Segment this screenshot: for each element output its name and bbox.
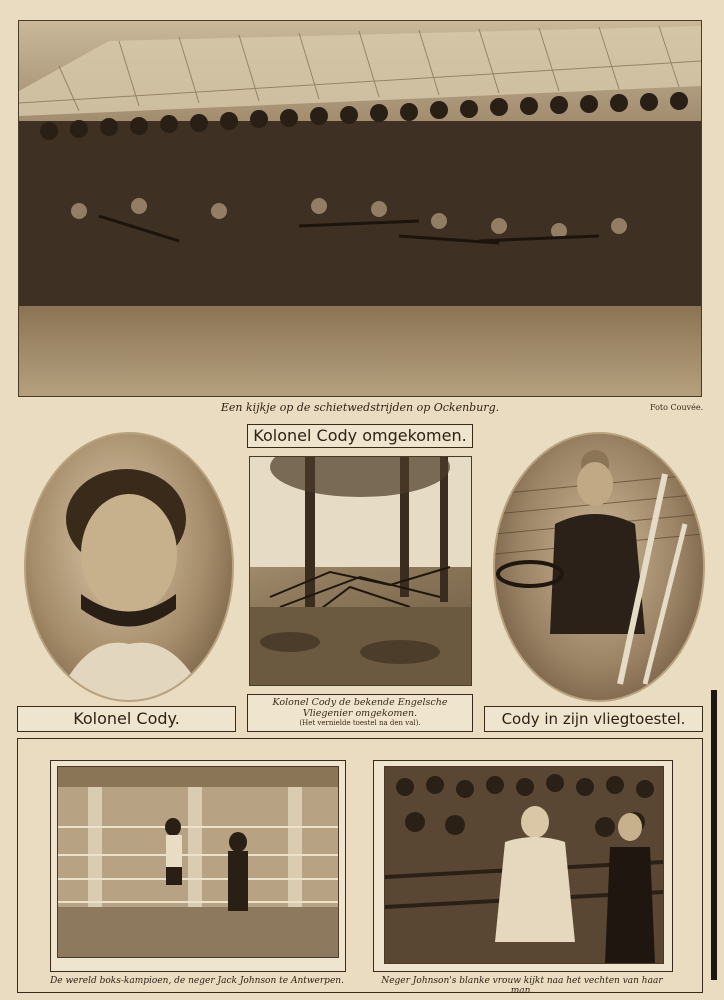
crash-site-photo bbox=[249, 456, 472, 686]
cody-killed-title: Kolonel Cody omgekomen. bbox=[247, 424, 473, 448]
boxing-photo-caption: De wereld boks-kampioen, de neger Jack Johnson te Antwerpen. bbox=[50, 976, 344, 986]
cody-portrait-title: Kolonel Cody. bbox=[17, 706, 236, 732]
cody-aircraft-title: Cody in zijn vliegtoestel. bbox=[484, 706, 703, 732]
cody-portrait-oval bbox=[24, 432, 234, 702]
top-photo-credit: Foto Couvée. bbox=[650, 403, 704, 412]
boxing-ring-illustration bbox=[58, 767, 338, 957]
crash-caption-line1: Kolonel Cody de bekende Engelsche bbox=[272, 697, 448, 708]
boxing-ring-photo bbox=[57, 766, 339, 958]
shooting-competition-photo bbox=[18, 20, 702, 397]
cody-portrait-illustration bbox=[26, 434, 232, 700]
cody-in-aircraft-illustration bbox=[495, 434, 703, 700]
spectator-photo bbox=[384, 766, 664, 964]
crash-caption-line3: (Het vernielde toestel na den val). bbox=[299, 719, 421, 727]
crash-site-illustration bbox=[250, 457, 471, 685]
spectator-photo-caption: Neger Johnson's blanke vrouw kijkt naa het vechten van haar man. bbox=[381, 976, 663, 996]
shooting-competition-illustration bbox=[19, 21, 701, 396]
page-edge-strip bbox=[711, 690, 717, 980]
cody-in-aircraft-oval bbox=[493, 432, 705, 702]
spectator-illustration bbox=[385, 767, 663, 963]
crash-caption-line2: Vliegenier omgekomen. bbox=[302, 708, 418, 719]
crash-caption-box bbox=[247, 694, 473, 732]
top-photo-caption: Een kijkje op de schietwedstrijden op Ockenburg. bbox=[220, 401, 500, 414]
